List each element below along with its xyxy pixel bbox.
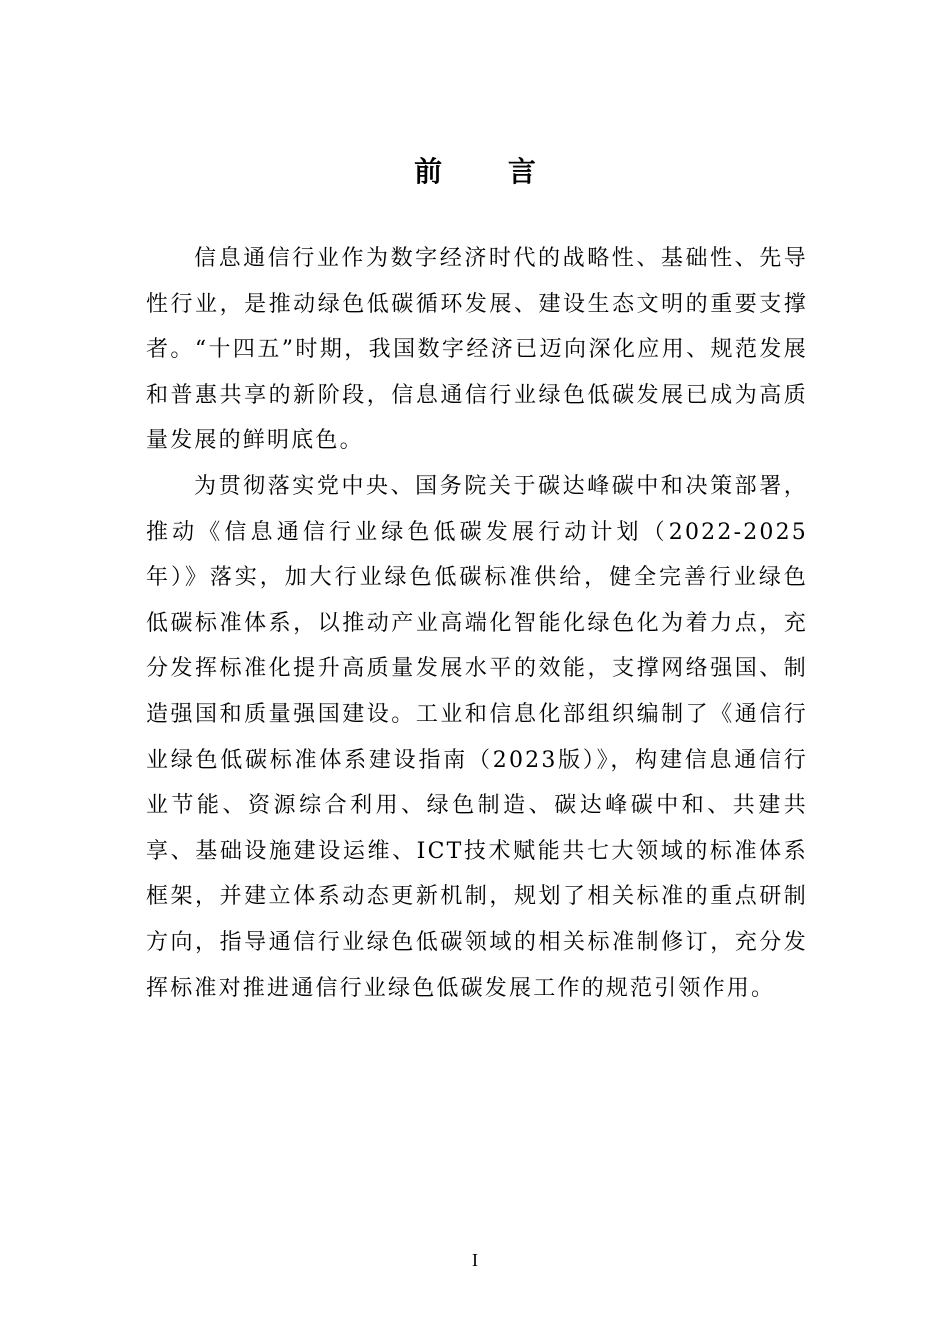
body-text [146,236,808,1011]
page-title: 前 言 [414,155,564,188]
page-number: I [472,1250,478,1270]
paragraph-purpose: 为贯彻落实党中央、国务院关于碳达峰碳中和决策部署，推动《信息通信行业绿色低碳发展行动计划（2022-2025年）》落实，加大行业绿色低碳标准供给，健全完善行业绿色低碳标准体系，以推动产业高端化智能化绿色化为着力点，充分发挥标准化提升高质量发展水平的效能，支撑网络强国、制造强国和质量强国建设。工业和信息化部组织编制了《通信行业绿色低碳标准体系建设指南（2023版）》，构建信息通信行业节能、资源综合利用、绿色制造、碳达峰碳中和、共建共享、基础设施建设运维、ICT技术赋能共七大领域的标准体系框架，并建立体系动态更新机制，规划了相关标准的重点研制方向，指导通信行业绿色低碳领域的相关标准制修订，充分发挥标准对推进通信行业绿色低碳发展工作的规范引领作用。 [146,473,808,1001]
paragraph-intro: 信息通信行业作为数字经济时代的战略性、基础性、先导性行业，是推动绿色低碳循环发展、建设生态文明的重要支撑者。“十四五”时期，我国数字经济已迈向深化应用、规范发展和普惠共享的新阶段，信息通信行业绿色低碳发展已成为高质量发展的鲜明底色。 [146,246,808,454]
